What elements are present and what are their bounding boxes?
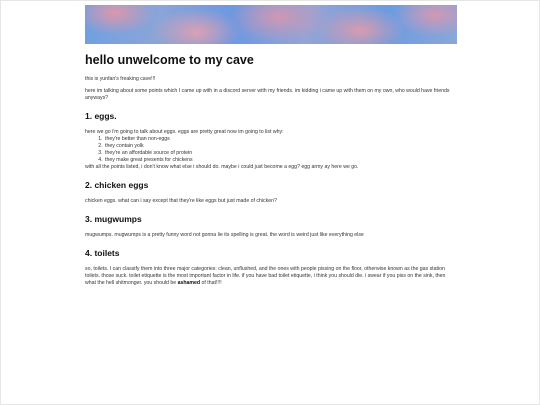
list-item: 1. they're better than non-eggs [104, 136, 457, 143]
section-heading-chicken-eggs: 2. chicken eggs [85, 180, 149, 190]
chicken-eggs-text: chicken eggs. what can i say except that they're like eggs but just made of chicken? [85, 198, 277, 204]
eggs-list [85, 136, 457, 164]
list-item: 2. they contain yolk [104, 143, 457, 150]
page-title: hello unwelcome to my cave [85, 53, 254, 67]
toilets-bold-word: ashamed [177, 280, 201, 286]
toilets-text-start: so, toilets. I can classify them into three major categories: clean, unflushed, and the ones with people pissing on the floor, otherwise known as the gas station toilets. those suck. toilet etiquette is the most important factor in life. if you have bad toilet etiquette, i think you should die. i swear if you piss on the sink, then what the hell shitmonger. you should be [85, 266, 446, 286]
mugwumps-text: mugwumps. mugwumps is a pretty funny word not gonna lie its spelling is great. the word is weird just like everything else [85, 232, 364, 238]
toilets-text [85, 266, 457, 287]
header-banner-image [85, 5, 457, 44]
list-item: 3. they're an affordable source of protein [104, 150, 457, 157]
section-heading-mugwumps: 3. mugwumps [85, 214, 142, 224]
toilets-text-end: of that!!!! [200, 280, 222, 286]
eggs-lead-text: here we go i'm going to talk about eggs. eggs are pretty great now im going to list why: [85, 129, 284, 135]
main-content [85, 5, 457, 287]
list-item: 4. they make great presents for chickens [104, 157, 457, 164]
intro-text: this is yunfan's freaking cave!!! [85, 76, 156, 82]
eggs-after-text: with all the points listed, i don't know what else i should do. maybe i could just become a egg? egg army ay here we go. [85, 164, 359, 170]
section-heading-eggs: 1. eggs. [85, 111, 117, 121]
paragraph-1: here im talking about some points which I came up with in a discord server with my friends. im kidding i came up with them on my own, who would have friends anyways? [85, 88, 450, 101]
section-heading-toilets: 4. toilets [85, 248, 120, 258]
